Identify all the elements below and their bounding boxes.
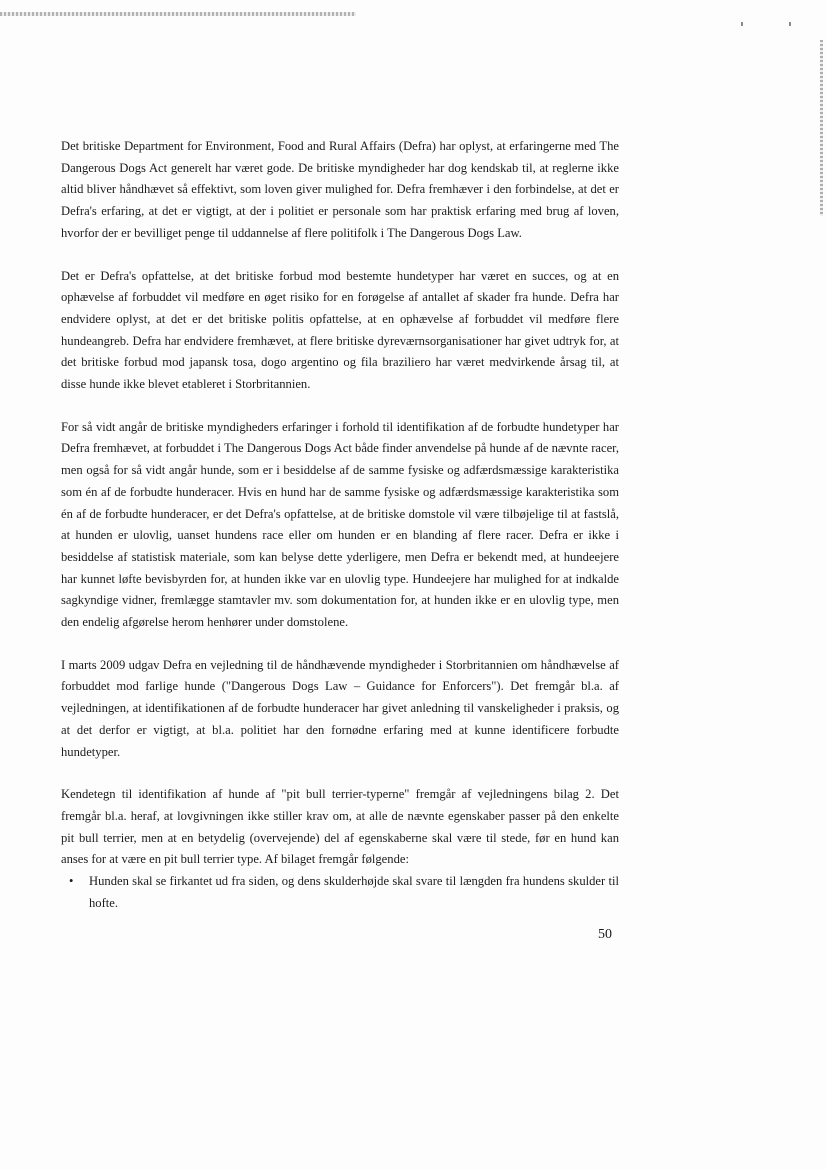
scan-dot bbox=[741, 22, 743, 26]
bullet-list bbox=[61, 871, 619, 914]
paragraph-1: Det britiske Department for Environment, Food and Rural Affairs (Defra) har oplyst, at erfaringerne med The Dangerous Dogs Act generelt har været gode. De britiske myndigheder har dog kendskab til, at reglerne ikke altid bliver håndhævet så effektivt, som loven giver mulighed for. Defra fremhæver i den forbindelse, at det er Defra's erfaring, at det er vigtigt, at der i politiet er personale som har praktisk erfaring med brug af loven, hvorfor der er bevilliget penge til uddannelse af flere politifolk i The Dangerous Dogs Law. bbox=[61, 139, 619, 240]
scan-artifact-right bbox=[820, 40, 823, 216]
list-item bbox=[69, 871, 619, 914]
page-number: 50 bbox=[598, 927, 612, 942]
scan-dot bbox=[789, 22, 791, 26]
paragraph-4: I marts 2009 udgav Defra en vejledning til de håndhævende myndigheder i Storbritannien om håndhævelse af forbuddet mod farlige hunde ("Dangerous Dogs Law – Guidance for Enforcers"). Det fremgår bl.a. af vejledningen, at identifikationen af de forbudte hunderacer har givet anledning til vanskeligheder i praksis, og at det derfor er vigtigt, at bl.a. politiet har den fornødne erfaring med at kunne identificere forbudte hundetyper. bbox=[61, 657, 619, 759]
list-item-text: Hunden skal se firkantet ud fra siden, og dens skulderhøjde skal svare til længden fra hundens skulder til hofte. bbox=[89, 874, 619, 910]
paragraph-5: Kendetegn til identifikation af hunde af "pit bull terrier-typerne" fremgår af vejledningens bilag 2. Det fremgår bl.a. heraf, at lovgivningen ikke stiller krav om, at alle de nævnte egenskaber passer på den enkelte pit bull terrier, men at en betydelig (overvejende) del af egenskaberne skal være til stede, før en hund kan anses for at være en pit bull terrier type. Af bilaget fremgår følgende: bbox=[61, 787, 619, 867]
scan-artifact-top bbox=[0, 12, 356, 16]
bullet-icon: • bbox=[69, 874, 74, 889]
paragraph-3: For så vidt angår de britiske myndigheders erfaringer i forhold til identifikation af de forbudte hundetyper har Defra fremhævet, at forbuddet i The Dangerous Dogs Act både finder anvendelse på hunde af de nævnte racer, men også for så vidt angår hunde, som er i besiddelse af de samme fysiske og adfærdsmæssige karakteristika som én af de forbudte hunderacer. Hvis en hund har de samme fysiske og adfærdsmæssige karakteristika som én af de forbudte hunderacer, er det Defra's opfattelse, at de britiske domstole vil være tilbøjelige til at fastslå, at hunden er ulovlig, uanset hundens race eller om hunden er en blanding af flere racer. Defra er ikke i besiddelse af statistisk materiale, som kan belyse dette yderligere, men Defra er bekendt med, at hundeejere har kunnet løfte bevisbyrden for, at hunden ikke var en ulovlig type. Hundeejere har mulighed for at indkalde sagkyndige vidner, fremlægge stamtavler mv. som dokumentation for, at hunden ikke er en ulovlig type, men den endelig afgørelse herom henhører under domstolene. bbox=[61, 419, 619, 630]
paragraph-2: Det er Defra's opfattelse, at det britiske forbud mod bestemte hundetyper har været en succes, og at en ophævelse af forbuddet vil medføre en øget risiko for en forøgelse af antallet af skader fra hunde. Defra har endvidere oplyst, at det er det britiske politis opfattelse, at en ophævelse af forbuddet vil medføre flere hundeangreb. Defra har endvidere fremhævet, at flere britiske dyreværnsorganisationer har givet udtryk for, at det britiske forbud mod japansk tosa, dogo argentino og fila braziliero har været medvirkende årsag til, at disse hunde ikke blevet etableret i Storbritannien. bbox=[61, 268, 619, 392]
document-body bbox=[61, 136, 619, 915]
